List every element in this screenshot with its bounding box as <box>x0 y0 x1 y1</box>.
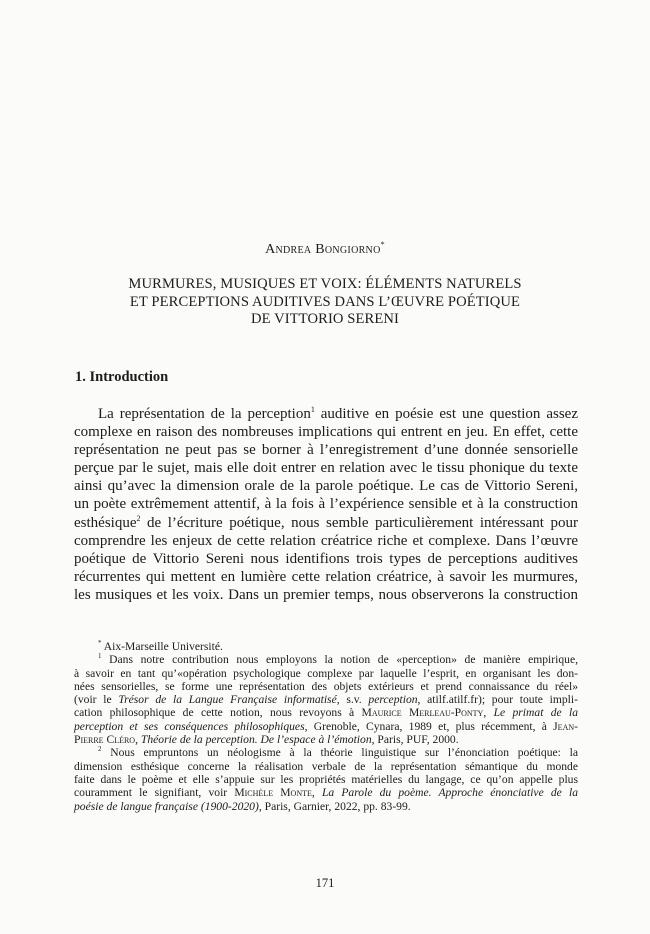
article-title <box>60 276 590 329</box>
footnote-2: $^2$ Nous empruntons un néologisme à la théorie linguistique sur l’énonciation poétique: la <box>98 745 578 760</box>
footnote-1-line: perception et ses conséquences philosophiques, Grenoble, Cynara, 1989 et, plus récemment, à Jean- <box>74 719 578 733</box>
footnotes <box>74 640 578 813</box>
footnote-2-line: dimension esthésique concerne la réalisation verbale de la représentation sémantique du monde <box>74 759 578 773</box>
body-line: un poète extrêmement attentif, à la fois à l’expérience sensible et à la construction <box>74 496 578 513</box>
footnote-ref-1: 1 <box>310 405 315 414</box>
footnote-1: $^1$ Dans notre contribution nous employons la notion de «perception» de manière empirique, <box>98 652 578 667</box>
body-line: ainsi qu’avec la dimension orale de la parole poétique. Le cas de Vittorio Sereni, <box>74 478 578 495</box>
body-line: récurrentes qui mettent en lumière cette relation créatrice, à savoir les murmures, <box>74 568 578 585</box>
body-line: perçue par le sujet, mais elle doit entrer en relation avec le tissu phonique du texte <box>74 460 578 477</box>
footnote-2-line: poésie de langue française (1900-2020), Paris, Garnier, 2022, pp. 83-99. <box>74 799 411 813</box>
body-line: poétique de Vittorio Sereni nous identifions trois types de perceptions auditives <box>74 550 578 567</box>
body-line: les musiques et les voix. Dans un premier temps, nous observerons la construction <box>74 586 578 603</box>
footnote-1-line: Pierre Cléro, Théorie de la perception. De l’espace à l’émotion, Paris, PUF, 2000. <box>74 733 459 747</box>
page-number: 171 <box>315 876 335 890</box>
body-line: esthésique$^2$ de l’écriture poétique, nous semble particulièrement intéressant pour <box>74 513 578 531</box>
footnote-1-line: nées sensorielles, se forme une représentation des objets extérieurs et prend connaissance du réel» <box>74 679 578 693</box>
footnote-ref-2: 2 <box>136 513 141 523</box>
footnote-2-line: faite dans le poème et elle s’appuie sur les propriétés matérielles du langage, ce qu’on appelle plus <box>74 772 578 786</box>
section-heading: 1. Introduction <box>75 369 169 385</box>
body-line: comprendre les enjeux de cette relation créatrice riche et complexe. Dans l’œuvre <box>74 532 578 549</box>
author-footnote-mark: * <box>380 240 385 249</box>
body-line: La représentation de la perception$^1$ auditive en poésie est une question assez <box>98 405 578 422</box>
footnote-1-line: à savoir en tant qu’«opération psychologique complexe par laquelle l’esprit, en organisant les don- <box>74 666 578 680</box>
body-line: représentation ne peut pas se borner à l’enregistrement d’une donnée sensorielle <box>74 442 578 459</box>
author-name: Andrea Bongiorno <box>265 242 381 257</box>
footnote-1-line: cation philosophique de cette notion, nous revoyons à Maurice Merleau-Ponty, Le primat de la <box>74 706 579 720</box>
footnote-2-line: couramment le signifiant, voir Michèle Monte, La Parole du poème. Approche énonciative de la <box>74 786 578 800</box>
body-line: complexe en raison des nombreuses implications qui entrent en jeu. En effet, cette <box>74 424 578 441</box>
body-paragraph <box>74 405 578 604</box>
author-line <box>0 240 650 258</box>
title-line: ET PERCEPTIONS AUDITIVES DANS L’ŒUVRE POÉTIQUE <box>129 293 521 310</box>
footnote-affiliation: * Aix-Marseille Université. <box>98 639 223 653</box>
footnote-1-line: (voir le Trésor de la Langue Française informatisé, s.v. perception, atilf.atilf.fr); pour toute impli- <box>74 693 578 707</box>
title-line: MURMURES, MUSIQUES ET VOIX: ÉLÉMENTS NATURELS <box>128 276 522 292</box>
title-line: DE VITTORIO SERENI <box>250 311 399 327</box>
